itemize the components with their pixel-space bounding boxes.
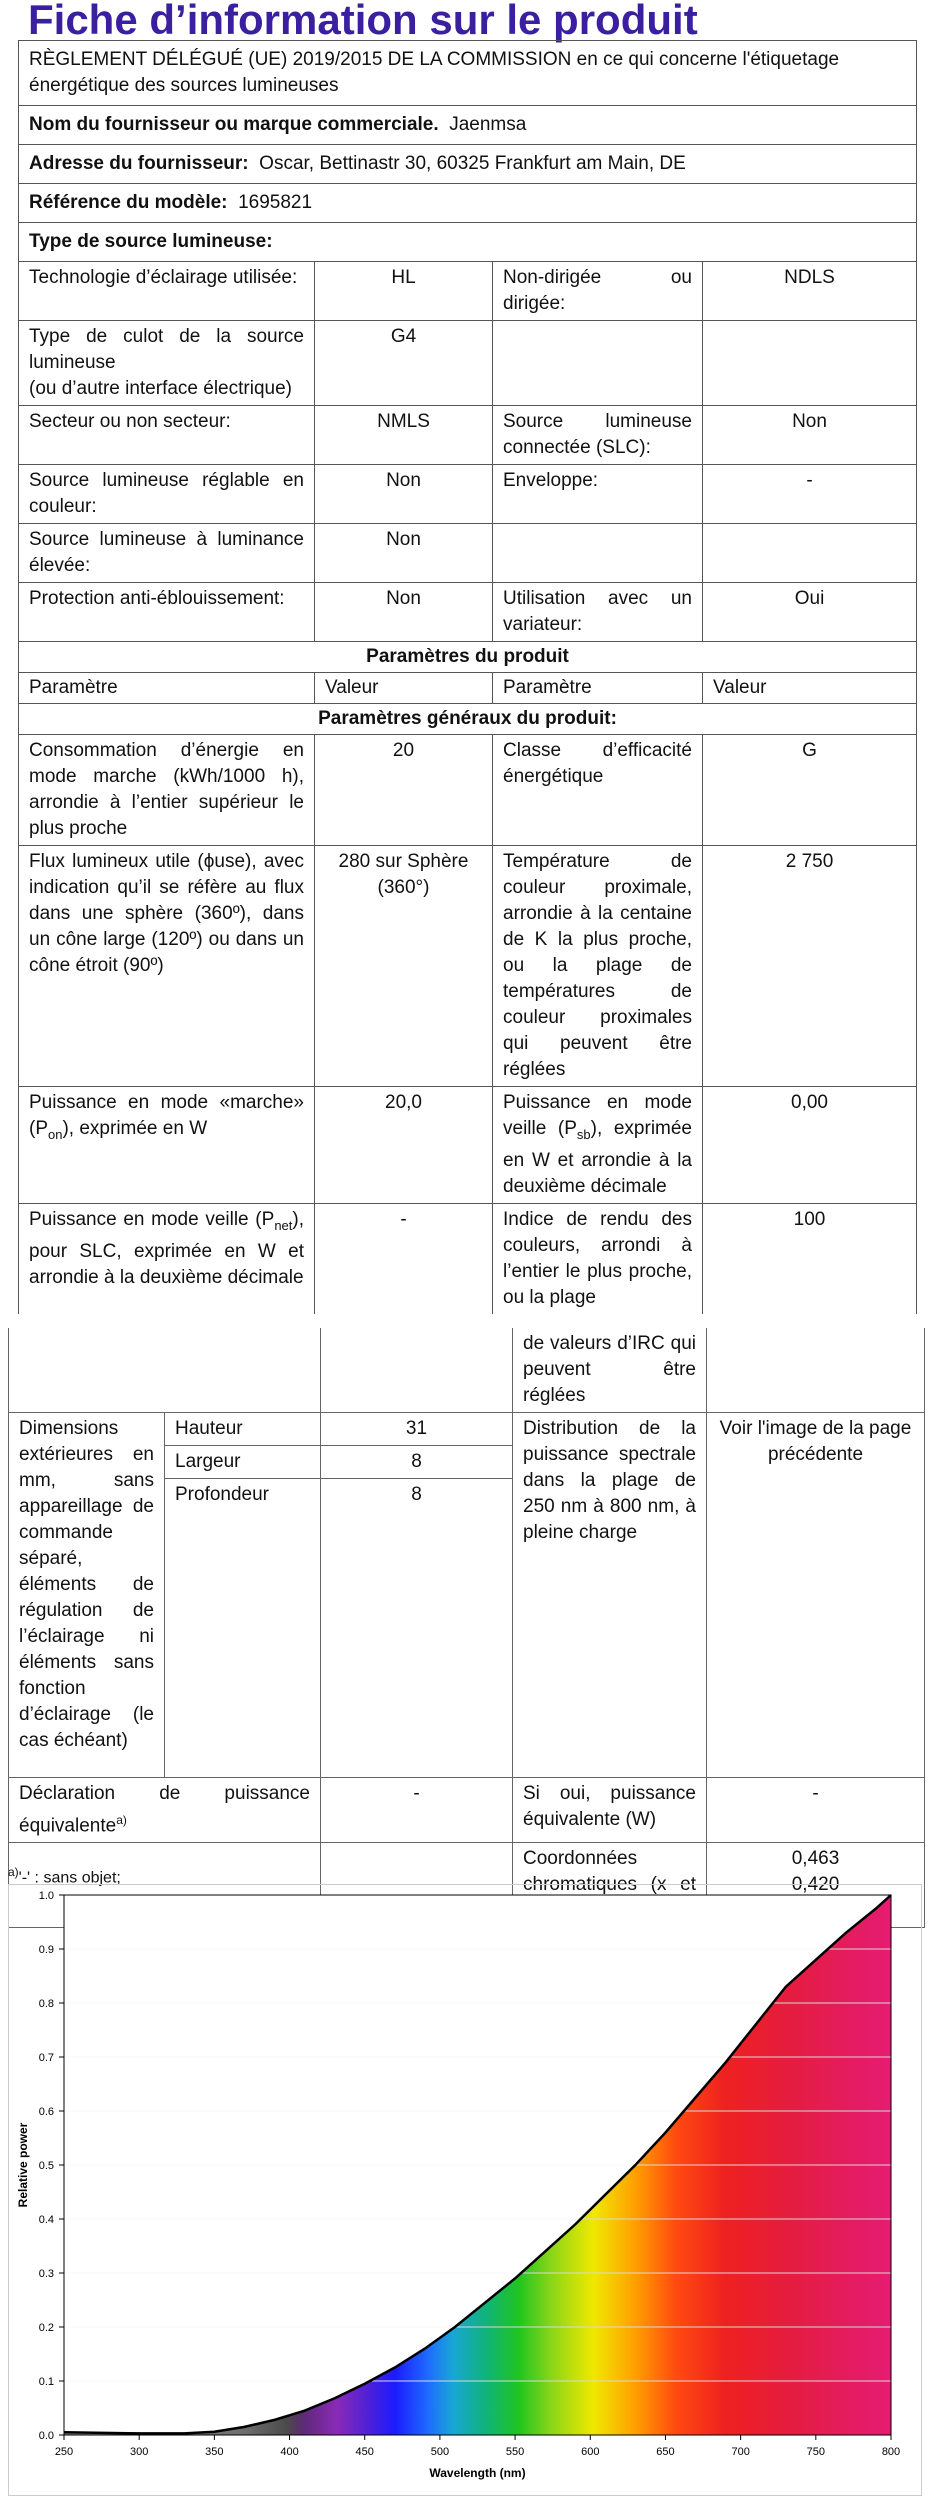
type-value [703, 524, 917, 583]
x-tick-label: 450 [355, 2446, 374, 2458]
x-tick-label: 250 [54, 2446, 74, 2458]
header-value: Valeur [703, 673, 917, 704]
type-label: Source lumineuse connectée (SLC): [493, 406, 703, 465]
equivalent-yes-value: - [707, 1778, 925, 1843]
x-tick-label: 650 [656, 2446, 675, 2458]
x-tick-label: 800 [881, 2446, 901, 2458]
product-info-table-continued [8, 1328, 925, 1928]
type-row [19, 583, 917, 642]
empty-cell [321, 1328, 513, 1413]
psb-label-tail: ), exprimée en W et arrondie à la deuxième décimale [503, 1118, 692, 1197]
height-value: 31 [321, 1413, 513, 1446]
regulation-text: RÈGLEMENT DÉLÉGUÉ (UE) 2019/2015 DE LA COMMISSION en ce qui concerne l'étiquetage énergétique des sources lumineuses [19, 41, 917, 106]
psb-label-text: Puissance en mode veille (P [503, 1092, 692, 1139]
type-value: - [703, 465, 917, 524]
model-value: 1695821 [238, 192, 313, 213]
page-title: Fiche d’information sur le produit [28, 0, 698, 43]
y-tick-label: 0.0 [38, 2430, 54, 2442]
type-value [703, 321, 917, 406]
pon-label [19, 1087, 315, 1204]
y-tick-label: 1.0 [38, 1890, 54, 1902]
type-value: Non [315, 524, 493, 583]
address-row [19, 145, 917, 184]
pon-subscript: on [48, 1126, 63, 1142]
y-tick-label: 0.1 [38, 2376, 54, 2388]
type-row [19, 465, 917, 524]
plot-area [16, 1890, 900, 2480]
class-value: G [703, 735, 917, 846]
x-tick-label: 700 [731, 2446, 750, 2458]
address-value: Oscar, Bettinastr 30, 60325 Frankfurt am Main, DE [259, 153, 686, 174]
param-row [19, 735, 917, 846]
footnote-text: '-' : sans objet; [18, 1869, 121, 1887]
y-tick-label: 0.7 [38, 2052, 54, 2064]
chroma-label: Coordonnées chromatiques (x et [513, 1843, 707, 1928]
equivalent-label [9, 1778, 321, 1843]
y-tick-label: 0.6 [38, 2106, 54, 2118]
empty-cell [707, 1328, 925, 1413]
equivalent-row [9, 1778, 925, 1843]
header-value: Valeur [315, 673, 493, 704]
type-label: Technologie d’éclairage utilisée: [19, 262, 315, 321]
cri-value: 100 [703, 1203, 917, 1314]
type-value: NMLS [315, 406, 493, 465]
type-label [493, 524, 703, 583]
x-tick-label: 600 [581, 2446, 600, 2458]
spd-label: Distribution de la puissance spectrale dans la plage de 250 nm à 800 nm, à pleine charge [513, 1413, 707, 1778]
cct-value: 2 750 [703, 846, 917, 1087]
type-label: Source lumineuse à luminance élevée: [19, 524, 315, 583]
type-row [19, 262, 917, 321]
empty-cell [165, 1511, 321, 1778]
type-heading: Type de source lumineuse: [19, 223, 917, 262]
model-label: Référence du modèle: [29, 192, 228, 213]
pon-label-text: Puissance en mode «marche» (P [29, 1092, 304, 1139]
psb-label [493, 1087, 703, 1204]
footnote-marker: a) [8, 1865, 19, 1879]
spectrum-chart-svg [9, 1885, 921, 2495]
x-axis-label: Wavelength (nm) [429, 2466, 526, 2480]
equivalent-value: - [321, 1778, 513, 1843]
width-label: Largeur [165, 1446, 321, 1479]
type-value: Non [315, 583, 493, 642]
y-tick-label: 0.8 [38, 1998, 54, 2010]
header-param: Paramètre [19, 673, 315, 704]
type-value: Non [315, 465, 493, 524]
type-value: HL [315, 262, 493, 321]
type-row [19, 321, 917, 406]
pnet-value: - [315, 1203, 493, 1314]
cri-label: Indice de rendu des couleurs, arrondi à l’entier le plus proche, ou la plage [493, 1203, 703, 1314]
pon-label-tail: ), exprimée en W [62, 1118, 208, 1139]
supplier-label: Nom du fournisseur ou marque commerciale. [29, 114, 439, 135]
type-value: NDLS [703, 262, 917, 321]
cap-label-note: (ou d’autre interface électrique) [29, 378, 292, 399]
y-tick-label: 0.4 [38, 2214, 54, 2226]
cct-label: Température de couleur proximale, arrondie à la centaine de K la plus proche, ou la plage de températures de couleur proximales qui peuvent être réglées [493, 846, 703, 1087]
pon-value: 20,0 [315, 1087, 493, 1204]
spectrum-chart [8, 1884, 922, 2496]
pnet-subscript: net [274, 1217, 293, 1233]
psb-subscript: sb [576, 1126, 591, 1142]
type-label: Protection anti-éblouissement: [19, 583, 315, 642]
x-tick-label: 750 [806, 2446, 825, 2458]
model-row [19, 184, 917, 223]
type-label: Enveloppe: [493, 465, 703, 524]
psb-value: 0,00 [703, 1087, 917, 1204]
spd-value: Voir l'image de la page précédente [707, 1413, 925, 1778]
energy-label: Consommation d’énergie en mode marche (kWh/1000 h), arrondie à l’entier supérieur le plus proche [19, 735, 315, 846]
pnet-label-tail: ), pour SLC, exprimée en W et arrondie à la deuxième décimale [29, 1208, 304, 1288]
general-heading: Paramètres généraux du produit: [19, 704, 917, 735]
type-row [19, 524, 917, 583]
chroma-y: 0,420 [791, 1874, 840, 1896]
pnet-label-text: Puissance en mode veille (P [29, 1208, 275, 1230]
empty-cell [9, 1328, 321, 1413]
pnet-label [19, 1203, 315, 1314]
flux-label: Flux lumineux utile (ϕuse), avec indication qu’il se réfère au flux dans une sphère (360º), dans un cône large (120º) ou dans un cône étroit (90º) [19, 846, 315, 1087]
column-headers [19, 673, 917, 704]
empty-cell [321, 1511, 513, 1778]
depth-label: Profondeur [165, 1479, 321, 1512]
cap-label: Type de culot de la source lumineuse [29, 326, 304, 373]
footnote-marker: a) [116, 1813, 127, 1827]
type-label [493, 321, 703, 406]
type-label: Utilisation avec un variateur: [493, 583, 703, 642]
x-tick-label: 300 [130, 2446, 149, 2458]
dimension-row [9, 1413, 925, 1446]
energy-value: 20 [315, 735, 493, 846]
y-tick-label: 0.2 [38, 2322, 54, 2334]
class-label: Classe d’efficacité énergétique [493, 735, 703, 846]
y-tick-label: 0.5 [38, 2160, 54, 2172]
param-row [19, 846, 917, 1087]
x-tick-label: 550 [505, 2446, 525, 2458]
flux-value: 280 sur Sphère (360°) [315, 846, 493, 1087]
type-value: Non [703, 406, 917, 465]
supplier-value: Jaenmsa [449, 114, 527, 135]
type-label [19, 321, 315, 406]
address-label: Adresse du fournisseur: [29, 153, 249, 174]
equivalent-label-text: Déclaration de puissance équivalente [19, 1783, 310, 1837]
x-tick-label: 500 [430, 2446, 450, 2458]
y-tick-label: 0.3 [38, 2268, 54, 2280]
chroma-x: 0,463 [791, 1848, 840, 1870]
width-value: 8 [321, 1446, 513, 1479]
type-row [19, 406, 917, 465]
type-label: Source lumineuse réglable en couleur: [19, 465, 315, 524]
x-tick-label: 400 [280, 2446, 299, 2458]
height-label: Hauteur [165, 1413, 321, 1446]
params-heading: Paramètres du produit [19, 642, 917, 673]
header-param: Paramètre [493, 673, 703, 704]
equivalent-yes-label: Si oui, puissance équivalente (W) [513, 1778, 707, 1843]
type-label: Secteur ou non secteur: [19, 406, 315, 465]
param-row [19, 1203, 917, 1314]
cri-label-continued: de valeurs d’IRC qui peuvent être réglées [513, 1328, 707, 1413]
dimensions-label: Dimensions extérieures en mm, sans appareillage de commande séparé, éléments de régulation de l’éclairage ni éléments sans fonction d’éclairage (le cas échéant) [9, 1413, 165, 1778]
depth-value: 8 [321, 1479, 513, 1512]
type-label: Non-dirigée ou dirigée: [493, 262, 703, 321]
y-axis-label: Relative power [16, 2122, 30, 2208]
product-info-table [18, 40, 917, 1314]
param-row [19, 1087, 917, 1204]
y-tick-label: 0.9 [38, 1944, 54, 1956]
x-tick-label: 350 [205, 2446, 224, 2458]
type-value: G4 [315, 321, 493, 406]
cri-continuation-row [9, 1328, 925, 1413]
supplier-row [19, 106, 917, 145]
type-value: Oui [703, 583, 917, 642]
